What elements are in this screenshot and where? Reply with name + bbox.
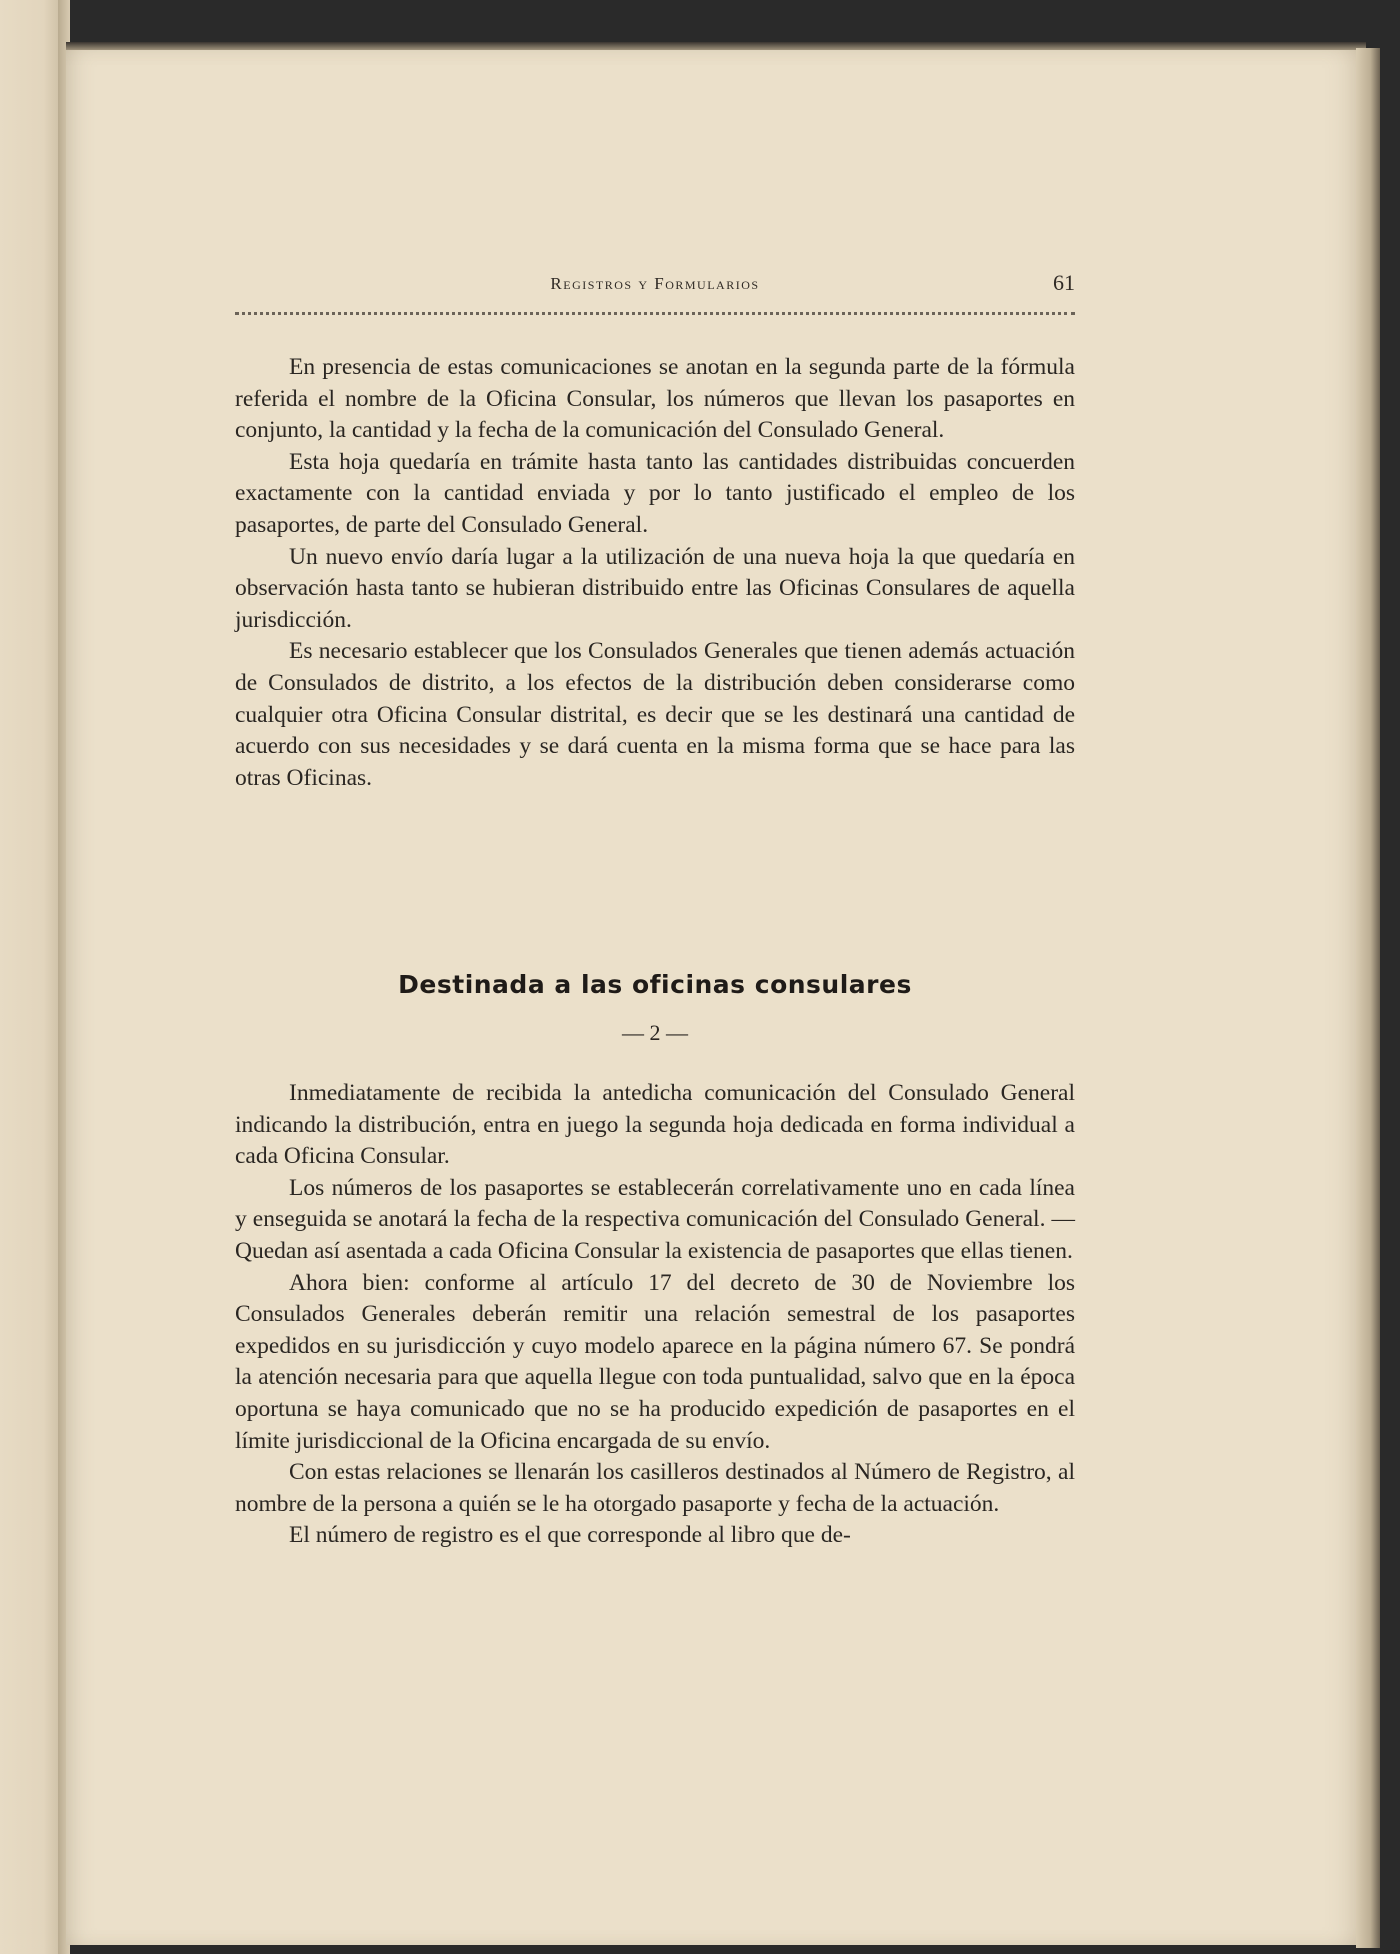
page-number: 61: [1053, 270, 1075, 295]
paragraph: Con estas relaciones se llenarán los casilleros destinados al Número de Registro, al nombre de la persona a quién se le ha otorgado pasaporte y fecha de la actuación.: [235, 1459, 1075, 1517]
running-title: Registros y Formularios: [550, 274, 760, 293]
facing-page-edge: [0, 0, 62, 1954]
body-text-bottom: [235, 1078, 1075, 1552]
paragraph: Es necesario establecer que los Consulados Generales que tienen además actuación de Consulados de distrito, a los efectos de la distribución deben considerarse como cualquier otra Oficina Consular distrital, es decir que se les destinará una cantidad de acuerdo con sus necesidades y se dará cuenta en la misma forma que se hace para las otras Oficinas.: [235, 638, 1075, 791]
section-heading: Destinada a las oficinas consulares: [398, 970, 912, 999]
paragraph: El número de registro es el que corresponde al libro que de-: [289, 1522, 851, 1549]
paragraph: Los números de los pasaportes se establecerán correlativamente uno en cada línea y enseguida se anotará la fecha de la respectiva comunicación del Consulado General. — Quedan así asentada a cada Oficina Consular la existencia de pasaportes que ellas tienen.: [235, 1174, 1075, 1264]
running-head: [235, 270, 1075, 306]
header-dotted-rule: [235, 312, 1075, 315]
paragraph: Inmediatamente de recibida la antedicha comunicación del Consulado General indicando la distribución, entra en juego la segunda hoja dedicada en forma individual a cada Oficina Consular.: [235, 1080, 1075, 1170]
paragraph: Esta hoja quedaría en trámite hasta tanto las cantidades distribuidas concuerden exactamente con la cantidad enviada y por lo tanto justificado el empleo de los pasaportes, de parte del Consulado General.: [235, 448, 1075, 538]
section-number: — 2 —: [622, 1020, 688, 1045]
paragraph: Un nuevo envío daría lugar a la utilización de una nueva hoja la que quedaría en observación hasta tanto se hubieran distribuido entre las Oficinas Consulares de aquella jurisdicción.: [235, 543, 1075, 633]
paragraph: En presencia de estas comunicaciones se anotan en la segunda parte de la fórmula referida el nombre de la Oficina Consular, los números que llevan los pasaportes en conjunto, la cantidad y la fecha de la comunicación del Consulado General.: [235, 354, 1075, 444]
body-text-top: [235, 352, 1075, 794]
page-fore-edge: [1356, 48, 1380, 1948]
paragraph: Ahora bien: conforme al artículo 17 del decreto de 30 de Noviembre los Consulados Generales deberán remitir una relación semestral de los pasaportes expedidos en su jurisdicción y cuyo modelo aparece en la página número 67. Se pondrá la atención necesaria para que aquella llegue con toda puntualidad, salvo que en la época oportuna se haya comunicado que no se ha producido expedición de pasaportes en el límite jurisdiccional de la Oficina encargada de su envío.: [235, 1269, 1075, 1454]
